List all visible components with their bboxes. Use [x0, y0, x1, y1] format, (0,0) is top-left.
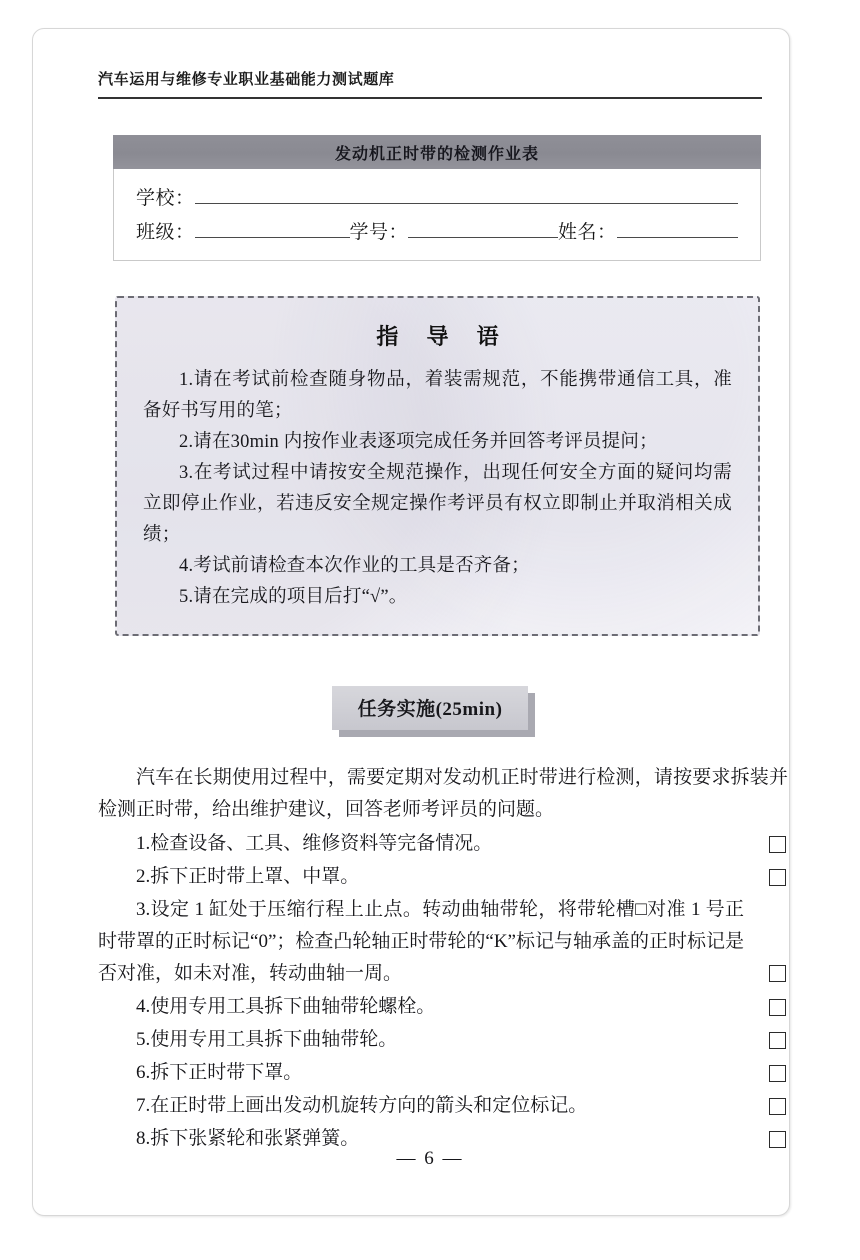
task-banner [332, 686, 529, 730]
form-row-class-id-name [136, 217, 738, 248]
checkbox-item-4[interactable] [769, 999, 786, 1016]
checkbox-item-5[interactable] [769, 1032, 786, 1049]
checklist-item-1-text: 1.检查设备、工具、维修资料等完备情况。 [136, 833, 493, 854]
form-row-school [136, 183, 738, 214]
guidance-item-1: 1.请在考试前检查随身物品，着装需规范，不能携带通信工具，准备好书写用的笔； [143, 370, 732, 421]
guidance-box [115, 296, 760, 636]
task-banner-wrap [0, 686, 860, 730]
guidance-title: 指 导 语 [376, 324, 510, 349]
task-banner-label: 任务实施(25min) [357, 699, 503, 720]
student-name-input[interactable] [617, 217, 738, 238]
guidance-item-4: 4.考试前请检查本次作业的工具是否齐备； [179, 556, 530, 576]
checklist-item-8-text: 8.拆下张紧轮和张紧弹簧。 [136, 1128, 360, 1149]
checklist-item-5-text: 5.使用专用工具拆下曲轴带轮。 [136, 1029, 398, 1050]
student-id-input[interactable] [408, 217, 558, 238]
checkbox-item-8[interactable] [769, 1131, 786, 1148]
checklist-item-4-text: 4.使用专用工具拆下曲轴带轮螺栓。 [136, 996, 436, 1017]
running-head-rule [98, 97, 762, 99]
worksheet-title-bar [113, 135, 761, 169]
checkbox-item-3[interactable] [769, 965, 786, 982]
checkbox-item-1[interactable] [769, 836, 786, 853]
running-head [98, 70, 762, 99]
checklist-item-2-text: 2.拆下正时带上罩、中罩。 [136, 866, 360, 887]
checklist-item-3 [98, 894, 788, 990]
class-label: 班级： [136, 222, 195, 243]
checkbox-item-6[interactable] [769, 1065, 786, 1082]
guidance-item-5: 5.请在完成的项目后打“√”。 [179, 587, 408, 607]
body-copy [98, 762, 788, 1155]
lead-paragraph: 汽车在长期使用过程中，需要定期对发动机正时带进行检测，请按要求拆装并检测正时带，给出维护建议，回答老师考评员的问题。 [98, 767, 788, 820]
worksheet-fields [113, 169, 761, 261]
running-head-title: 汽车运用与维修专业职业基础能力测试题库 [98, 71, 395, 88]
page-folio [0, 1148, 860, 1170]
checklist-item-1 [98, 828, 788, 860]
guidance-item-2: 2.请在30min 内按作业表逐项完成任务并回答考评员提问； [179, 432, 658, 452]
checklist-item-7 [98, 1090, 788, 1122]
checkbox-item-2[interactable] [769, 869, 786, 886]
checklist-item-7-text: 7.在正时带上画出发动机旋转方向的箭头和定位标记。 [136, 1095, 588, 1116]
checklist-item-6 [98, 1057, 788, 1089]
checklist-item-6-text: 6.拆下正时带下罩。 [136, 1062, 303, 1083]
student-name-label: 姓名： [558, 222, 617, 243]
checklist-item-3-text: 3.设定 1 缸处于压缩行程上止点。转动曲轴带轮，将带轮槽□对准 1 号正时带罩的正时标记“0”；检查凸轮轴正时带轮的“K”标记与轴承盖的正时标记是否对准，如未对准，转动曲轴一周。 [98, 899, 744, 984]
worksheet-title: 发动机正时带的检测作业表 [334, 145, 539, 163]
guidance-item-3: 3.在考试过程中请按安全规范操作，出现任何安全方面的疑问均需立即停止作业，若违反安全规定操作考评员有权立即制止并取消相关成绩； [143, 463, 732, 545]
school-label: 学校： [136, 188, 195, 209]
page-number: — 6 — [396, 1148, 464, 1169]
worksheet-form [113, 135, 761, 261]
checkbox-item-7[interactable] [769, 1098, 786, 1115]
school-input[interactable] [195, 183, 738, 204]
checklist-item-4 [98, 991, 788, 1023]
class-input[interactable] [195, 217, 350, 238]
student-id-label: 学号： [349, 222, 409, 243]
checklist-item-5 [98, 1024, 788, 1056]
checklist-item-2 [98, 861, 788, 893]
